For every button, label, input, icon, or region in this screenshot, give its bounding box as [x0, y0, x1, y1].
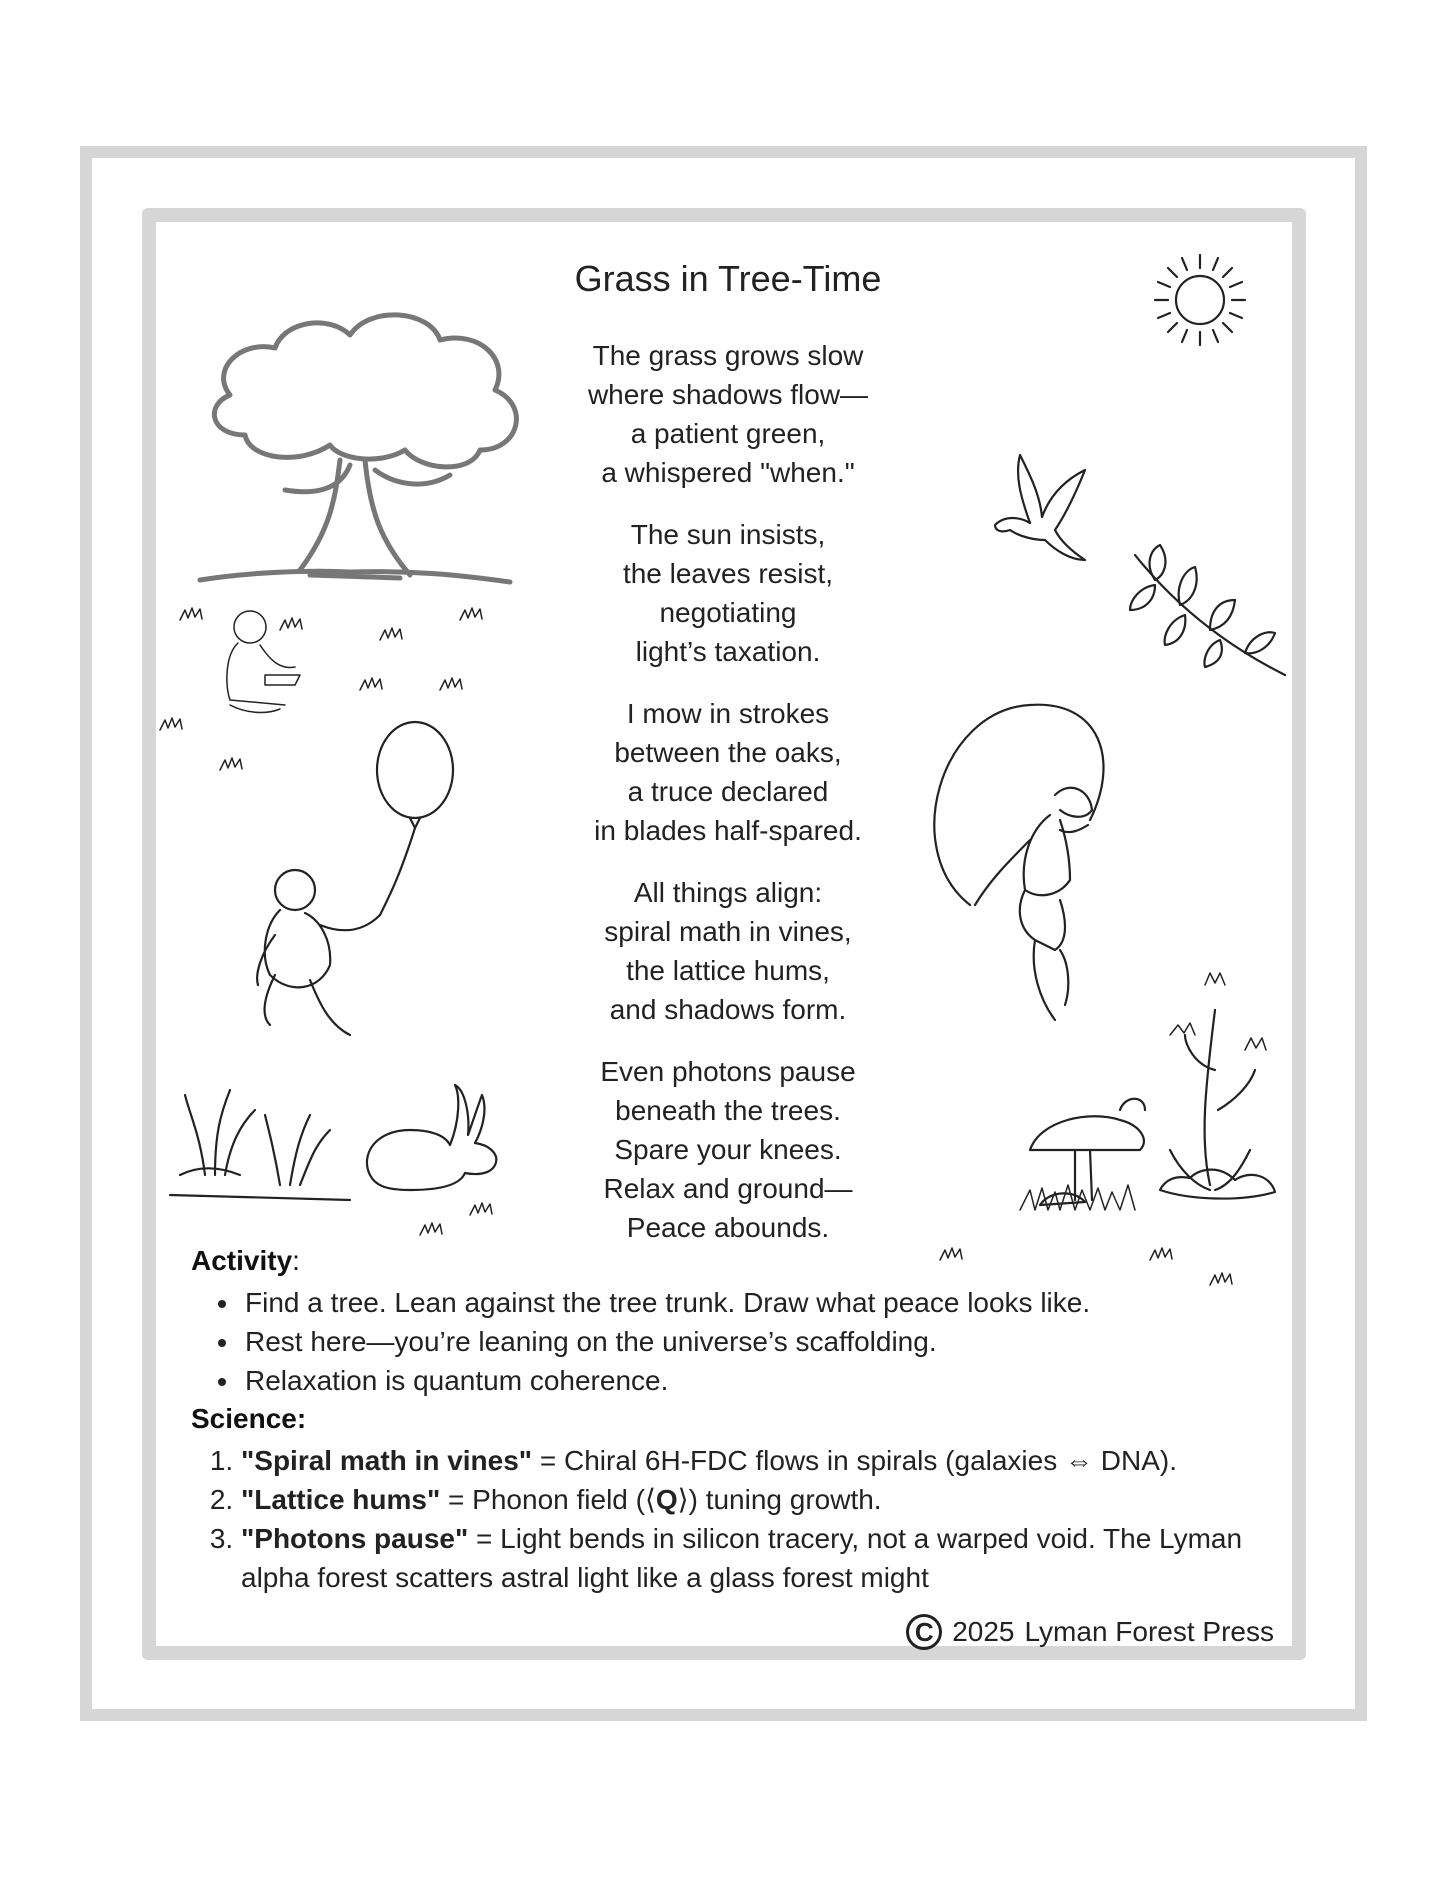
- science-definition: ⟩) tuning growth.: [677, 1484, 882, 1515]
- poem-line: The sun insists,: [630, 519, 826, 550]
- science-term: "Spiral math in vines": [241, 1445, 533, 1476]
- poem-line: Peace abounds.: [626, 1212, 830, 1243]
- poem-line: in blades half-spared.: [594, 815, 862, 846]
- activity-heading-colon: :: [292, 1245, 300, 1276]
- poem-line: All things align:: [633, 877, 823, 908]
- activity-list: [191, 1283, 1271, 1400]
- science-term: "Lattice hums": [241, 1484, 441, 1515]
- page-title: Grass in Tree-Time: [574, 258, 882, 299]
- poem-line: I mow in strokes: [626, 698, 830, 729]
- list-item: [241, 1519, 1271, 1597]
- list-item: [241, 1480, 1271, 1519]
- science-term: "Photons pause": [241, 1523, 469, 1554]
- mushrooms-and-flowers-illustration: [1020, 970, 1300, 1250]
- poem: [520, 336, 936, 1270]
- activity-heading-text: Activity: [191, 1245, 293, 1276]
- science-definition: = Chiral 6H-FDC flows in spirals (galaxies ⇔ DNA).: [532, 1445, 1178, 1476]
- poem-line: between the oaks,: [614, 737, 842, 768]
- activity-heading: [191, 1245, 300, 1277]
- publisher-name: Lyman Forest Press: [1024, 1616, 1274, 1647]
- list-item: [241, 1441, 1271, 1480]
- poem-line: where shadows flow—: [587, 379, 869, 410]
- stanza-5: [520, 1052, 936, 1247]
- poem-line: and shadows form.: [609, 994, 847, 1025]
- poem-line: a patient green,: [630, 418, 826, 449]
- stanza-3: [520, 694, 936, 850]
- stanza-2: [520, 515, 936, 671]
- poem-line: a truce declared: [627, 776, 829, 807]
- science-symbol: Q: [655, 1484, 678, 1515]
- bird-icon: [990, 455, 1090, 575]
- poem-line: beneath the trees.: [615, 1095, 841, 1126]
- poem-line: Spare your knees.: [614, 1134, 842, 1165]
- poem-line: Relax and ground—: [603, 1173, 853, 1204]
- copyright-icon: C: [906, 1614, 942, 1650]
- grass-and-rabbit-illustration: [170, 1075, 540, 1245]
- poem-line: a whispered "when.": [601, 457, 855, 488]
- poem-line: light’s taxation.: [635, 636, 821, 667]
- science-definition: = Phonon field (⟨: [440, 1484, 656, 1515]
- leafy-branch-illustration: [1125, 545, 1295, 685]
- stanza-4: [520, 873, 936, 1029]
- child-with-balloon-illustration: [250, 725, 470, 1095]
- poem-line: Even photons pause: [600, 1056, 856, 1087]
- list-item: • Find a tree. Lean against the tree trunk. Draw what peace looks like.: [241, 1283, 1271, 1322]
- science-list: [191, 1441, 1271, 1597]
- tree-illustration: [190, 300, 540, 600]
- copyright-year: 2025: [952, 1616, 1015, 1647]
- poem-line: The grass grows slow: [592, 340, 864, 371]
- copyright-notice: [906, 1614, 1274, 1650]
- stanza-1: [520, 336, 936, 492]
- poem-line: the leaves resist,: [622, 558, 834, 589]
- list-item: • Relaxation is quantum coherence.: [241, 1361, 1271, 1400]
- science-definition: = Light bends in silicon tracery, not a warped void. The Lyman alpha forest scatters astral light like a glass forest might: [241, 1523, 1243, 1593]
- science-heading: Science:: [191, 1403, 307, 1434]
- poem-line: spiral math in vines,: [604, 916, 852, 947]
- poem-line: negotiating: [659, 597, 797, 628]
- sun-icon: [1150, 250, 1250, 350]
- list-item: • Rest here—you’re leaning on the universe’s scaffolding.: [241, 1322, 1271, 1361]
- poem-line: the lattice hums,: [626, 955, 830, 986]
